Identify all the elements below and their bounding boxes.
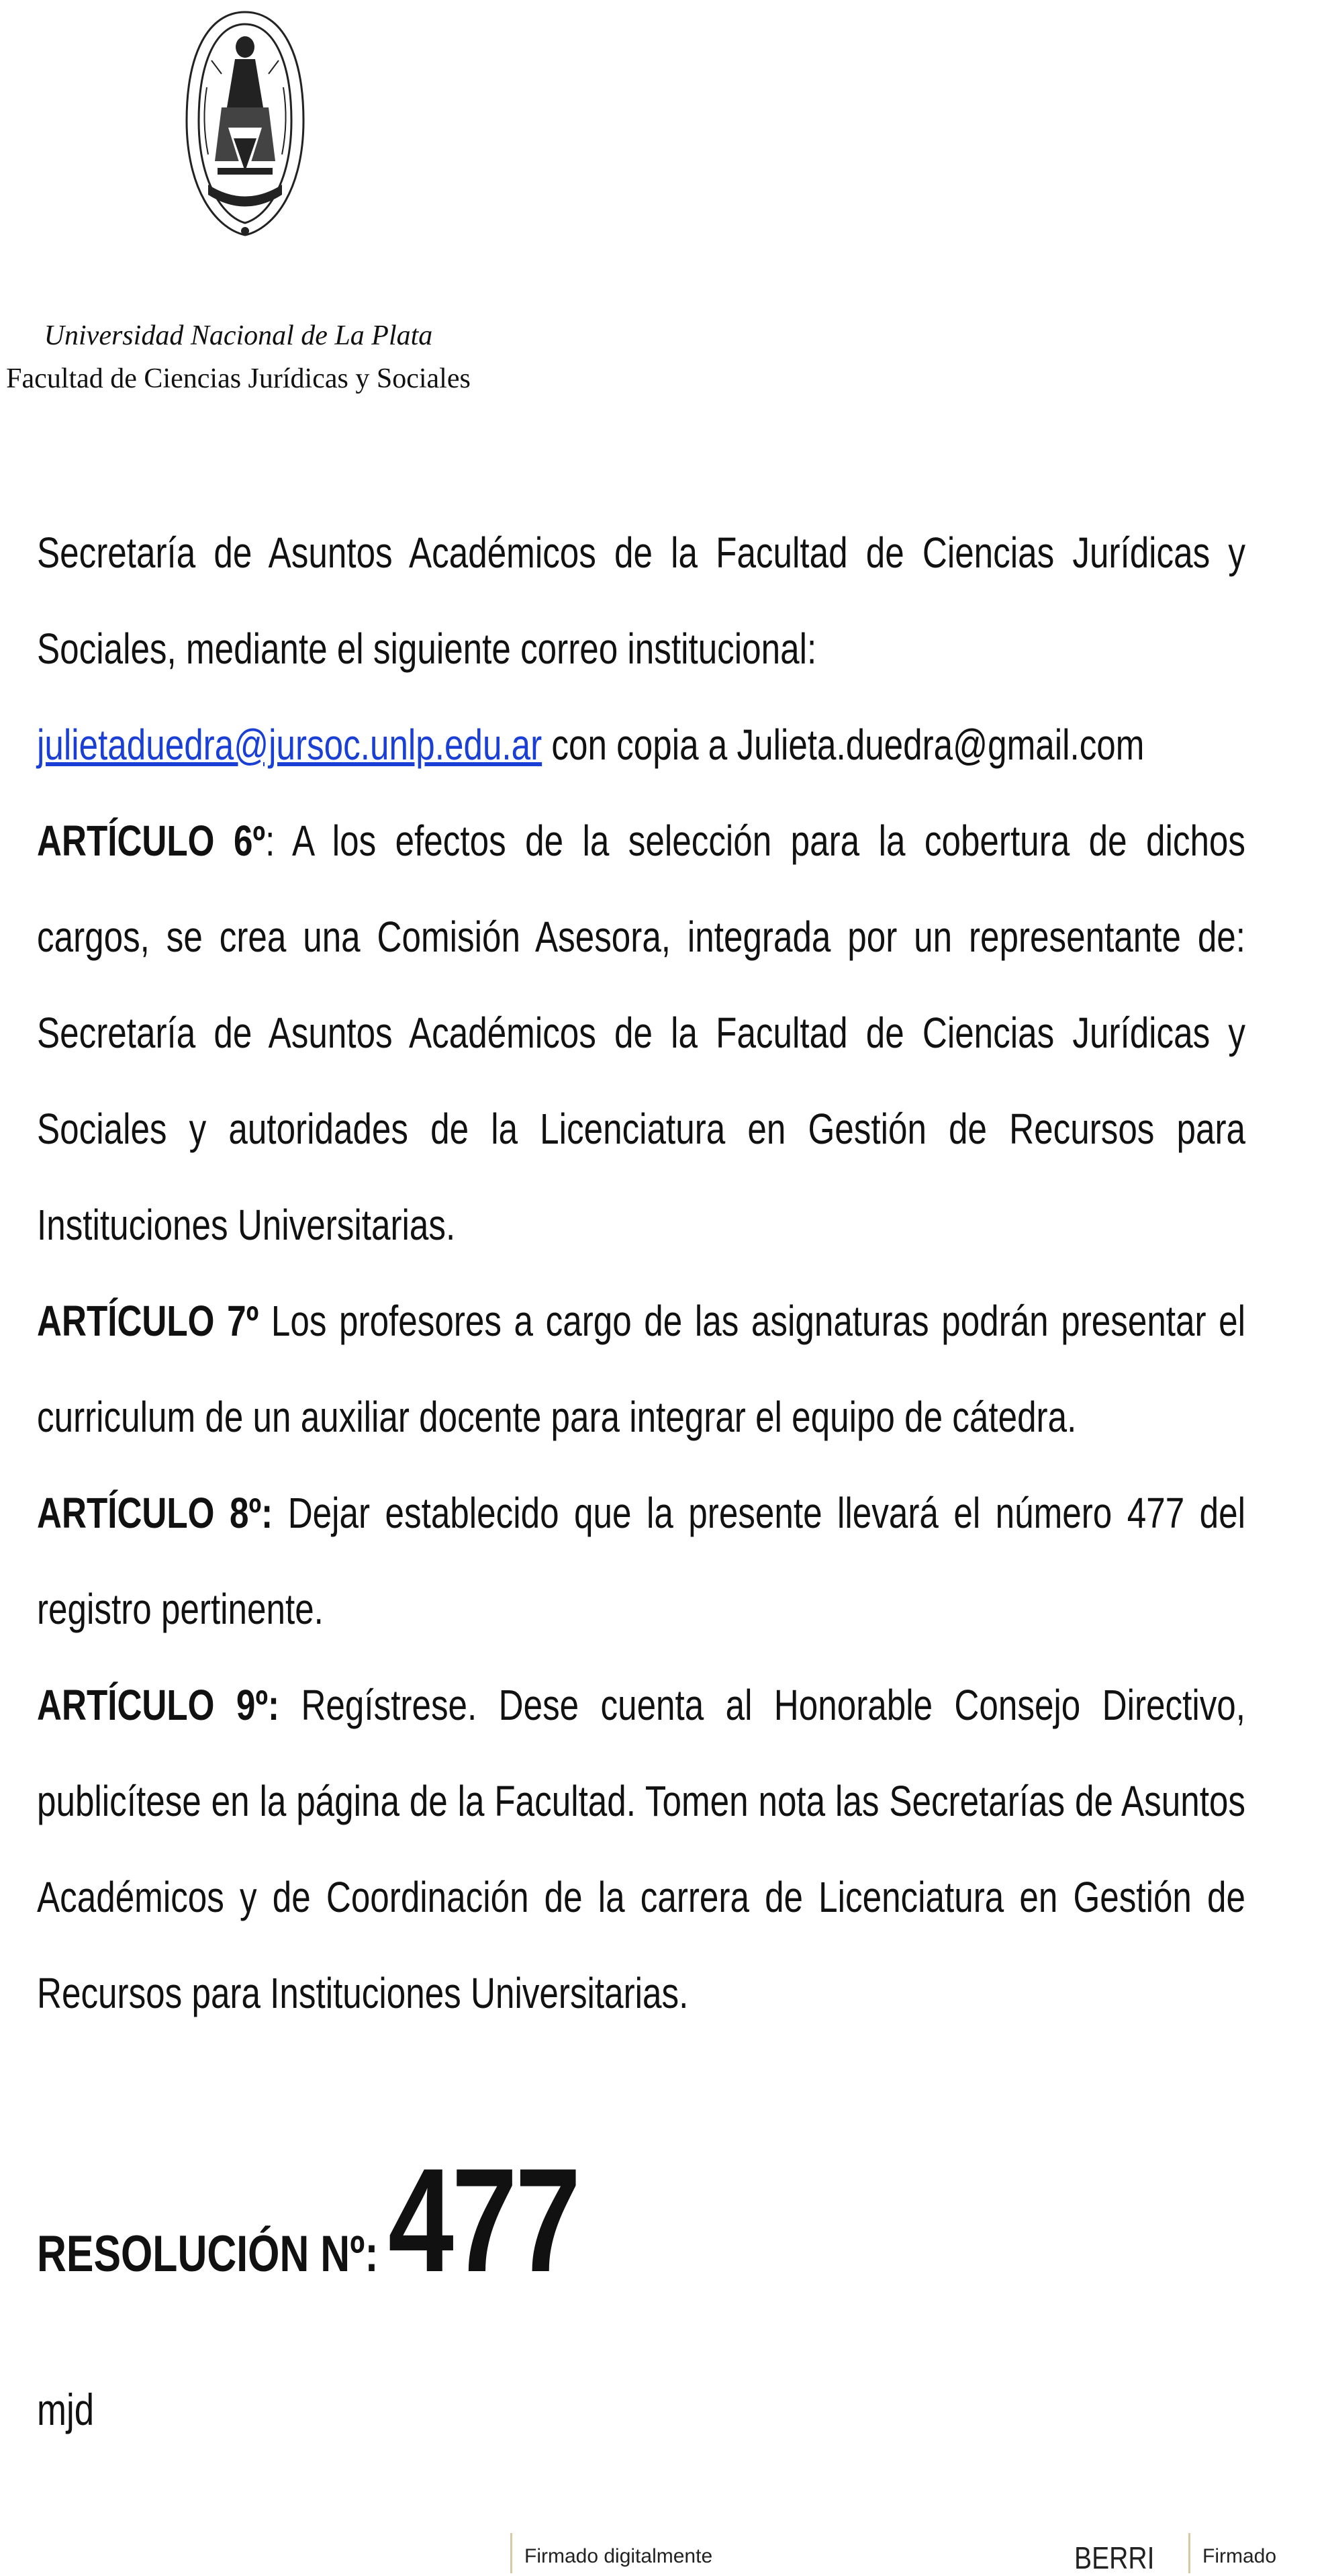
article-text: Los profesores a cargo de las asignaturas podrán presentar el curriculum de un auxiliar docente para integrar el equipo de cátedra. — [37, 1297, 1246, 1441]
digital-signature-stamp-left — [510, 2533, 821, 2573]
article-text: : A los efectos de la selección para la cobertura de dichos cargos, se crea una Comisión Asesora, integrada por un representante de: Secretaría de Asuntos Académicos de la Facultad de Ciencias Jurídicas y Sociales y autoridades de la Licenciatura en Gestión de Recursos para Instituciones Universitarias. — [37, 817, 1245, 1249]
article-text: Regístrese. Dese cuenta al Honorable Consejo Directivo, publicítese en la página de la Facultad. Tomen nota las Secretarías de Asuntos Académicos y de Coordinación de la carrera de Licenciatura en Gestión de Recursos para Instituciones Universitarias. — [37, 1681, 1245, 2017]
document-body — [37, 505, 1245, 2041]
email-copy-text: con copia a Julieta.duedra@gmail.com — [542, 721, 1145, 769]
article-9 — [37, 1657, 1245, 2041]
resolution-number-block — [37, 2135, 579, 2305]
faculty-name: Facultad de Ciencias Jurídicas y Sociales — [6, 363, 471, 394]
email-link[interactable]: julietaduedra@jursoc.unlp.edu.ar — [37, 721, 542, 769]
intro-paragraph: Secretaría de Asuntos Académicos de la Facultad de Ciencias Jurídicas y Sociales, mediante el siguiente correo institucional: — [37, 528, 1245, 673]
university-name: Universidad Nacional de La Plata — [44, 320, 433, 351]
article-6 — [37, 793, 1245, 1273]
article-label: ARTÍCULO 6º — [37, 817, 266, 865]
signature-stamp-text: Firmado digitalmente — [524, 2545, 713, 2567]
article-label: ARTÍCULO 9º: — [37, 1681, 280, 1729]
digital-signature-stamp-right — [1188, 2533, 1325, 2573]
article-text: Dejar establecido que la presente llevará el número 477 del registro pertinente. — [37, 1489, 1246, 1633]
signer-name: BERRI — [1074, 2540, 1155, 2575]
article-label: ARTÍCULO 8º: — [37, 1489, 273, 1537]
resolution-label: RESOLUCIÓN Nº: — [37, 2225, 379, 2283]
article-8 — [37, 1465, 1245, 1657]
resolution-number: 477 — [388, 2137, 579, 2303]
author-initials: mjd — [37, 2385, 95, 2434]
article-label: ARTÍCULO 7º — [37, 1297, 259, 1345]
university-seal-icon — [181, 7, 309, 245]
article-7 — [37, 1273, 1245, 1465]
email-paragraph — [37, 697, 1245, 793]
signature-stamp-text: Firmado — [1202, 2545, 1277, 2567]
